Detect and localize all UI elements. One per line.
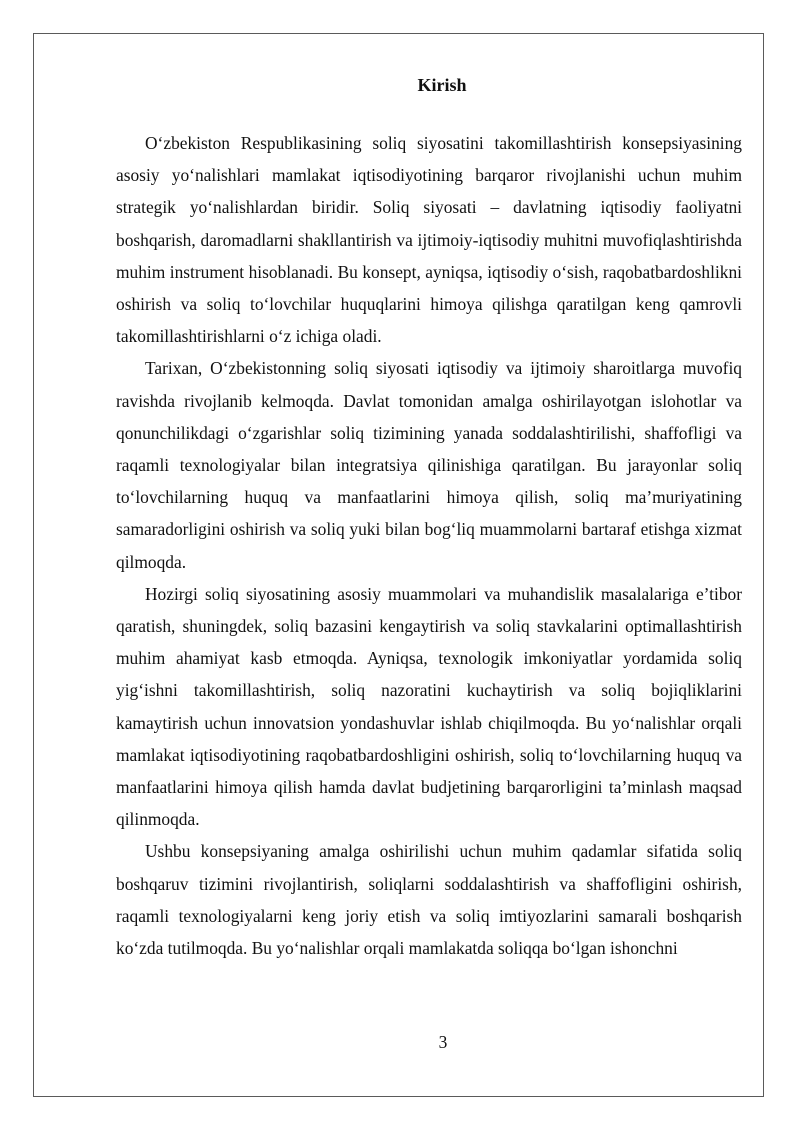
page-number: 3 bbox=[438, 1032, 448, 1052]
paragraph-4: Ushbu konsepsiyaning amalga oshirilishi uchun muhim qadamlar sifatida soliq boshqaruv tizimini rivojlantirish, soliqlarni soddalashtirish va shaffofligini oshirish, raqamli texnologiyalarni keng joriy etish va soliq imtiyozlarini samarali boshqarish ko‘zda tutilmoqda. Bu yo‘nalishlar orqali mamlakatda soliqqa bo‘lgan ishonchni bbox=[116, 841, 742, 959]
section-title: Kirish bbox=[417, 75, 467, 95]
paragraph-1: O‘zbekiston Respublikasining soliq siyosatini takomillashtirish konsepsiyasining asosiy yo‘nalishlari mamlakat iqtisodiyotining barqaror rivojlanishi uchun muhim strategik yo‘nalishlardan biridir. Soliq siyosati – davlatning iqtisodiy faoliyatni boshqarish, daromadlarni shakllantirish va ijtimoiy-iqtisodiy muhitni muvofiqlashtirishda muhim instrument hisoblanadi. Bu konsept, ayniqsa, iqtisodiy o‘sish, raqobatbardoshlikni oshirish va soliq to‘lovchilar huquqlarini himoya qilishga qaratilgan keng qamrovli takomillashtirishlarni o‘z ichiga oladi. bbox=[116, 133, 742, 347]
paragraph-3: Hozirgi soliq siyosatining asosiy muammolari va muhandislik masalalariga e’tibor qaratish, shuningdek, soliq bazasini kengaytirish va soliq stavkalarini optimallashtirish muhim ahamiyat kasb etmoqda. Ayniqsa, texnologik imkoniyatlar yordamida soliq yig‘ishni takomillashtirish, soliq nazoratini kuchaytirish va soliq bojiqliklarini kamaytirish uchun innovatsion yondashuvlar ishlab chiqilmoqda. Bu yo‘nalishlar orqali mamlakat iqtisodiyotining raqobatbardoshligini oshirish, soliq to‘lovchilarning huquq va manfaatlarini himoya qilish hamda davlat budjetining barqarorligini ta’minlash maqsad qilinmoqda. bbox=[116, 583, 742, 830]
paragraph-2: Tarixan, O‘zbekistonning soliq siyosati iqtisodiy va ijtimoiy sharoitlarga muvofiq ravishda rivojlanib kelmoqda. Davlat tomonidan amalga oshirilayotgan islohotlar va qonunchilikdagi o‘zgarishlar soliq tizimining yanada soddalashtirilishi, shaffofligi va raqamli texnologiyalar bilan integratsiya qilinishiga qaratilgan. Bu jarayonlar soliq to‘lovchilarning huquq va manfaatlarini himoya qilish, soliq ma’muriyatining samaradorligini oshirish va soliq yuki bilan bog‘liq muammolarni bartaraf etishga xizmat qilmoqda. bbox=[116, 358, 742, 572]
document-body bbox=[116, 73, 742, 964]
